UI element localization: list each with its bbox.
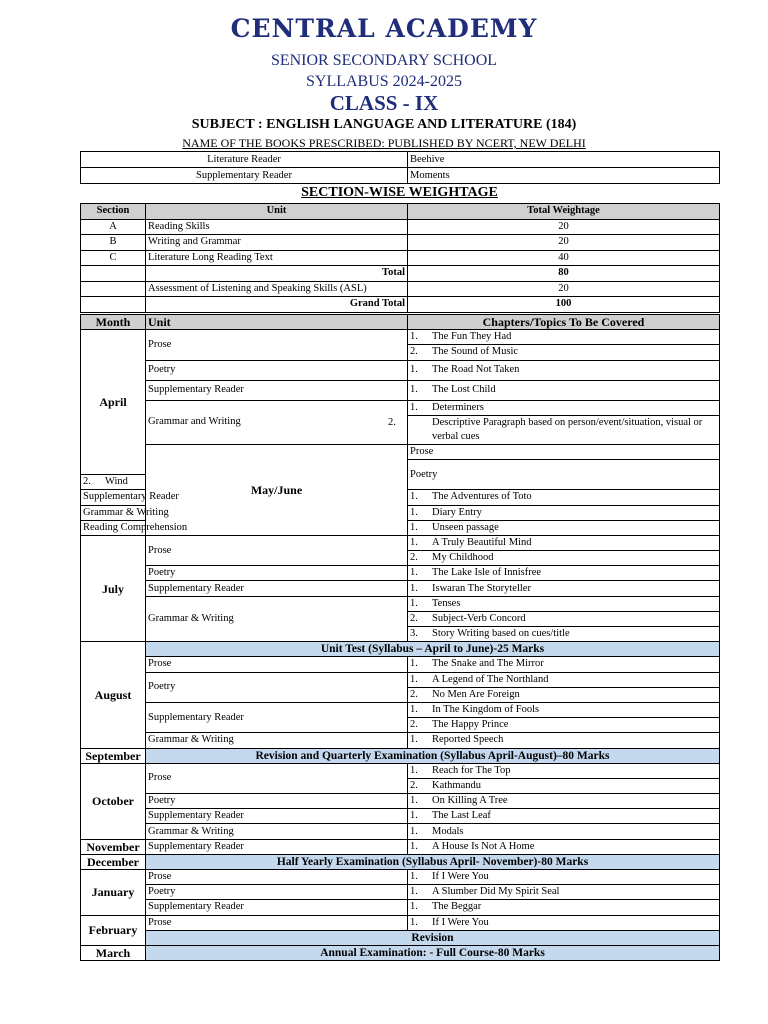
- topic-number: 1.: [410, 916, 418, 928]
- topic-cell: [408, 687, 720, 702]
- asl-value: 20: [408, 281, 720, 297]
- unit-cell: Supplementary Reader: [146, 900, 408, 915]
- topic-title: The Happy Prince: [432, 719, 509, 731]
- topic-title: Kathmandu: [432, 779, 481, 791]
- revision-banner: Revision: [146, 930, 720, 945]
- unit-cell: Poetry: [146, 672, 408, 702]
- topic-number: 1.: [410, 506, 418, 518]
- books-note: NAME OF THE BOOKS PRESCRIBED: PUBLISHED BY NCERT, NEW DELHI: [182, 136, 586, 150]
- topic-cell: [408, 824, 720, 839]
- subject-title: SUBJECT : ENGLISH LANGUAGE AND LITERATURE (184): [191, 117, 577, 132]
- table-row: [81, 566, 720, 581]
- empty-cell: [81, 266, 146, 282]
- table-row: [81, 870, 720, 885]
- topic-number: 1.: [410, 401, 418, 413]
- month-cell: May/June: [146, 444, 408, 535]
- topic-cell: [408, 839, 720, 854]
- month-cell: July: [81, 535, 146, 641]
- table-row: [81, 444, 720, 459]
- book-name: Moments: [408, 168, 720, 184]
- topic-title: My Childhood: [432, 552, 494, 564]
- month-cell: February: [81, 915, 146, 945]
- asl-label: Assessment of Listening and Speaking Skills (ASL): [146, 281, 408, 297]
- topic-number: 1.: [410, 658, 418, 670]
- topic-title: The Lost Child: [432, 384, 496, 396]
- topic-number: 1.: [410, 734, 418, 746]
- topic-cell: [408, 672, 720, 687]
- column-header: Unit: [146, 315, 408, 330]
- unit-cell: Reading Comprehension: [81, 520, 146, 535]
- topic-cell: [408, 718, 720, 733]
- table-row: [81, 360, 720, 380]
- month-cell: October: [81, 763, 146, 839]
- month-cell: August: [81, 642, 146, 748]
- table-row: [81, 809, 720, 824]
- topic-number: 1.: [410, 597, 418, 609]
- topic-cell: [408, 763, 720, 778]
- unit-cell: Grammar & Writing: [146, 733, 408, 748]
- unit-cell: Supplementary Reader: [146, 380, 408, 400]
- topic-cell: [408, 490, 720, 505]
- topic-number: 1.: [410, 704, 418, 716]
- section-cell: A: [81, 219, 146, 235]
- unit-cell: Supplementary Reader: [81, 490, 146, 505]
- table-row: [81, 763, 720, 778]
- table-row: [81, 250, 720, 266]
- topic-number: 1.: [410, 795, 418, 807]
- table-row: [81, 824, 720, 839]
- unit-cell: Supplementary Reader: [146, 702, 408, 732]
- topic-title: The Fun They Had: [432, 331, 512, 343]
- total-label: Total: [146, 266, 408, 282]
- topic-cell: [408, 733, 720, 748]
- table-row: [81, 168, 720, 184]
- topic-cell: [408, 400, 720, 415]
- unit-cell: Prose: [146, 330, 408, 360]
- weightage-table: [80, 203, 720, 313]
- unit-cell: Prose: [146, 870, 408, 885]
- month-cell: December: [81, 854, 146, 869]
- topic-number: 1.: [410, 825, 418, 837]
- table-row: [81, 915, 720, 930]
- topic-title: Determiners: [432, 401, 484, 413]
- topic-cell: [408, 551, 720, 566]
- table-row: [81, 400, 720, 415]
- unit-test-banner: Unit Test (Syllabus – April to June)-25 Marks: [146, 642, 720, 657]
- topic-title: If I Were You: [432, 871, 489, 883]
- topic-cell: [408, 627, 720, 642]
- section-cell: C: [81, 250, 146, 266]
- table-row: [81, 535, 720, 550]
- topic-title: No Men Are Foreign: [432, 688, 520, 700]
- topic-cell: [408, 885, 720, 900]
- column-header: Section: [81, 204, 146, 220]
- unit-cell: Prose: [146, 763, 408, 793]
- table-row: [81, 794, 720, 809]
- table-row: [81, 235, 720, 251]
- topic-number: 2.: [410, 612, 418, 624]
- topic-cell: [408, 345, 720, 360]
- column-header: Unit: [146, 204, 408, 220]
- grand-total-value: 100: [408, 297, 720, 313]
- topic-title: In The Kingdom of Fools: [432, 704, 540, 716]
- table-row: [81, 672, 720, 687]
- topic-cell: [408, 915, 720, 930]
- table-row: [81, 839, 720, 854]
- topic-title: Subject-Verb Concord: [432, 612, 526, 624]
- table-row: [81, 596, 720, 611]
- topic-number: 1.: [410, 871, 418, 883]
- topic-cell: [408, 360, 720, 380]
- topic-number: 2.: [410, 552, 418, 564]
- table-row: [81, 657, 720, 672]
- topic-number: 1.: [410, 521, 418, 533]
- weight-cell: 40: [408, 250, 720, 266]
- unit-cell: Poetry: [146, 566, 408, 581]
- topic-cell: [81, 475, 146, 490]
- table-row: [81, 900, 720, 915]
- topic-number: 1.: [410, 567, 418, 579]
- weight-cell: 20: [408, 235, 720, 251]
- school-name: CENTRAL ACADEMY: [230, 14, 538, 43]
- topic-cell: [408, 870, 720, 885]
- topic-number: 1.: [410, 764, 418, 776]
- topic-number: 1.: [410, 582, 418, 594]
- topic-title: Tenses: [432, 597, 461, 609]
- topic-number: 1.: [410, 331, 418, 343]
- topic-cell: [408, 778, 720, 793]
- month-cell: January: [81, 870, 146, 916]
- topic-cell: [408, 505, 720, 520]
- topic-title: Reported Speech: [432, 734, 504, 746]
- topic-title: The Beggar: [432, 901, 482, 913]
- topic-title: If I Were You: [432, 916, 489, 928]
- annual-exam-banner: Annual Examination: - Full Course-80 Marks: [146, 945, 720, 960]
- month-cell: November: [81, 839, 146, 854]
- topic-number: 2.: [410, 719, 418, 731]
- table-row: [81, 297, 720, 313]
- topic-number: 1.: [410, 491, 418, 503]
- book-type: Literature Reader: [81, 152, 408, 168]
- weight-cell: 20: [408, 219, 720, 235]
- topic-title: Descriptive Paragraph based on person/event/situation, visual or verbal cues: [432, 416, 703, 442]
- table-header-row: [81, 204, 720, 220]
- syllabus-session: SYLLABUS 2024-2025: [305, 73, 462, 90]
- topic-title: Diary Entry: [432, 506, 482, 518]
- topic-cell: [408, 657, 720, 672]
- topic-number: 1.: [410, 673, 418, 685]
- unit-cell: Writing and Grammar: [146, 235, 408, 251]
- topic-title: The Road Not Taken: [432, 364, 520, 376]
- topic-title: Wind: [105, 476, 128, 488]
- topic-number: 2.: [83, 476, 91, 488]
- table-row: [81, 702, 720, 717]
- topic-cell: [388, 415, 720, 444]
- month-cell: September: [81, 748, 146, 763]
- unit-cell: Prose: [146, 535, 408, 565]
- table-row: [81, 281, 720, 297]
- unit-cell: Grammar and Writing: [146, 400, 408, 444]
- topic-title: The Lake Isle of Innisfree: [432, 567, 542, 579]
- column-header: Chapters/Topics To Be Covered: [408, 315, 720, 330]
- topic-title: Reach for The Top: [432, 764, 511, 776]
- month-cell: April: [81, 330, 146, 475]
- column-header: Month: [81, 315, 146, 330]
- topic-number: 2.: [410, 346, 418, 358]
- unit-cell: Poetry: [146, 360, 408, 380]
- topic-title: Unseen passage: [432, 521, 499, 533]
- topic-title: Story Writing based on cues/title: [432, 628, 570, 640]
- table-header-row: [81, 315, 720, 330]
- book-name: Beehive: [408, 152, 720, 168]
- unit-cell: Prose: [408, 444, 720, 459]
- class-title: CLASS - IX: [329, 91, 439, 115]
- unit-cell: Prose: [146, 657, 408, 672]
- books-table: [80, 151, 720, 184]
- topic-title: A Truly Beautiful Mind: [432, 536, 532, 548]
- topic-cell: [408, 900, 720, 915]
- book-type: Supplementary Reader: [81, 168, 408, 184]
- topic-cell: [408, 611, 720, 626]
- topic-number: 1.: [410, 886, 418, 898]
- unit-cell: Literature Long Reading Text: [146, 250, 408, 266]
- topic-title: On Killing A Tree: [432, 795, 508, 807]
- table-row: [81, 330, 720, 345]
- unit-cell: Poetry: [146, 794, 408, 809]
- topic-cell: [408, 535, 720, 550]
- table-row: [81, 380, 720, 400]
- topic-cell: [408, 809, 720, 824]
- table-row: [81, 266, 720, 282]
- topic-title: The Sound of Music: [432, 346, 519, 358]
- unit-cell: Reading Skills: [146, 219, 408, 235]
- empty-cell: [81, 297, 146, 313]
- unit-cell: Prose: [146, 915, 408, 930]
- topic-cell: [408, 566, 720, 581]
- month-cell: March: [81, 945, 146, 960]
- topic-number: 2.: [410, 688, 418, 700]
- topic-title: Modals: [432, 825, 464, 837]
- topic-title: The Last Leaf: [432, 810, 491, 822]
- topic-number: 1.: [410, 364, 418, 376]
- topic-cell: [408, 596, 720, 611]
- table-row: [81, 581, 720, 596]
- unit-cell: Poetry: [146, 885, 408, 900]
- table-row: [81, 854, 720, 869]
- topic-number: 1.: [410, 840, 418, 852]
- unit-cell: Supplementary Reader: [146, 581, 408, 596]
- topic-cell: [408, 702, 720, 717]
- table-row: [81, 945, 720, 960]
- table-row: [81, 733, 720, 748]
- unit-cell: Grammar & Writing: [81, 505, 146, 520]
- topic-cell: [408, 794, 720, 809]
- table-row: [81, 885, 720, 900]
- empty-cell: [81, 281, 146, 297]
- topic-cell: [408, 380, 720, 400]
- unit-cell: Supplementary Reader: [146, 809, 408, 824]
- monthly-plan-table: [80, 314, 720, 961]
- topic-number: 3.: [410, 628, 418, 640]
- total-value: 80: [408, 266, 720, 282]
- table-row: [81, 219, 720, 235]
- table-row: [81, 930, 720, 945]
- topic-title: Iswaran The Storyteller: [432, 582, 531, 594]
- topic-title: The Adventures of Toto: [432, 491, 532, 503]
- topic-number: 1.: [410, 384, 418, 396]
- unit-cell: Grammar & Writing: [146, 596, 408, 642]
- weightage-title: SECTION-WISE WEIGHTAGE: [301, 185, 498, 200]
- topic-cell: [408, 520, 720, 535]
- topic-number: 2.: [388, 416, 396, 428]
- topic-title: A Slumber Did My Spirit Seal: [432, 886, 560, 898]
- half-yearly-exam-banner: Half Yearly Examination (Syllabus April- November)-80 Marks: [146, 854, 720, 869]
- school-subtitle: SENIOR SECONDARY SCHOOL: [270, 52, 498, 69]
- column-header: Total Weightage: [408, 204, 720, 220]
- table-row: [81, 748, 720, 763]
- topic-title: A House Is Not A Home: [432, 840, 535, 852]
- unit-cell: Poetry: [408, 459, 720, 489]
- topic-title: The Snake and The Mirror: [432, 658, 544, 670]
- quarterly-exam-banner: Revision and Quarterly Examination (Syllabus April-August)–80 Marks: [146, 748, 720, 763]
- topic-number: 1.: [410, 810, 418, 822]
- topic-number: 1.: [410, 536, 418, 548]
- topic-cell: [408, 330, 720, 345]
- table-row: [81, 152, 720, 168]
- topic-cell: [408, 581, 720, 596]
- grand-total-label: Grand Total: [146, 297, 408, 313]
- unit-cell: Supplementary Reader: [146, 839, 408, 854]
- topic-number: 1.: [410, 901, 418, 913]
- section-cell: B: [81, 235, 146, 251]
- topic-title: A Legend of The Northland: [432, 673, 549, 685]
- unit-cell: Grammar & Writing: [146, 824, 408, 839]
- topic-number: 2.: [410, 779, 418, 791]
- table-row: [81, 642, 720, 657]
